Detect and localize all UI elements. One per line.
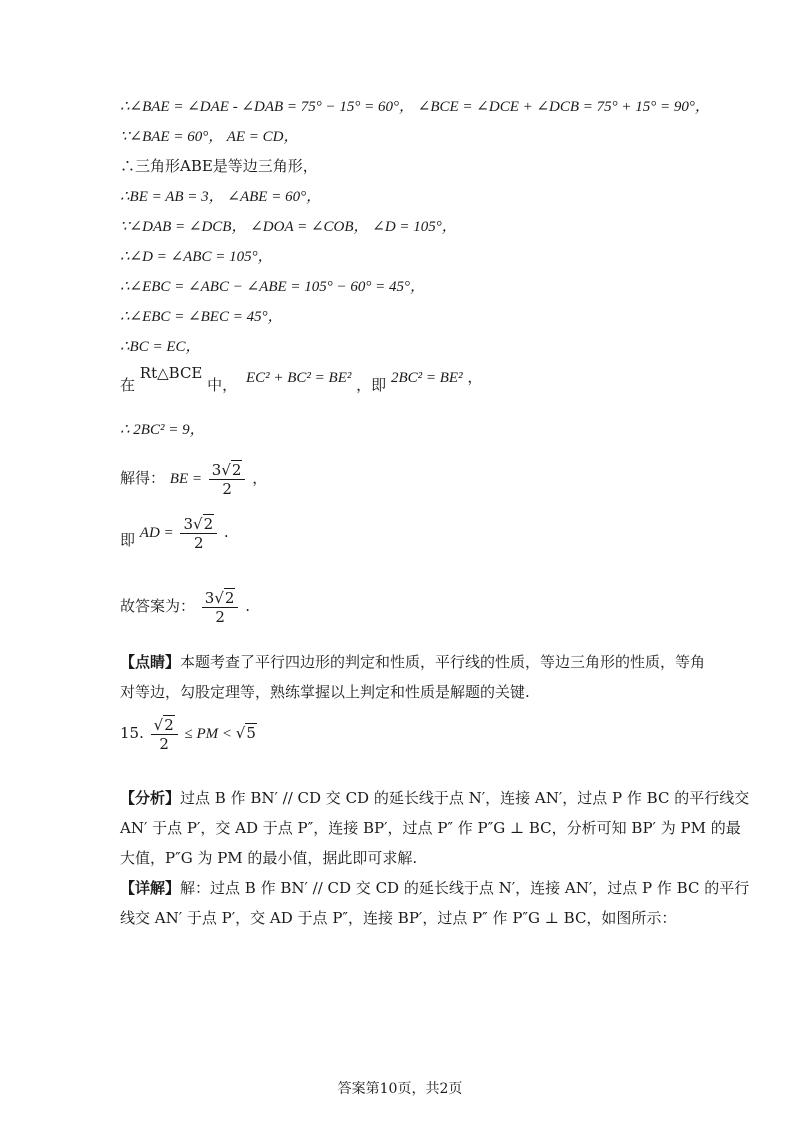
analysis-line-2: AN′ 于点 P′，交 AD 于点 P″，连接 BP′，过点 P″ 作 P″G ⊥ BC，分析可知 BP′ 为 PM 的最 — [120, 819, 741, 837]
line-13: 即 AD = $\frac{3√2}{2}$ . — [120, 514, 229, 552]
fraction-be: $\frac{3√2}{2}$ — [209, 461, 246, 498]
line-4: ∴BE = AB = 3， ∠ABE = 60°， — [120, 189, 322, 205]
line-14: 故答案为： $\frac{3√2}{2}$ . — [120, 588, 251, 626]
fraction-ad: $\frac{3√2}{2}$ — [180, 515, 217, 552]
comment-line-1: 【点睛】本题考查了平行四边形的判定和性质，平行线的性质，等边三角形的性质，等角 — [120, 653, 706, 671]
line-3: ∴三角形ABE是等边三角形， — [120, 157, 318, 175]
fraction-q15: $\frac{√2}{2}$ — [151, 716, 178, 753]
line-9: ∴BC = EC， — [120, 339, 201, 355]
detail-line-1: 【详解】解：过点 B 作 BN′ // CD 交 CD 的延长线于点 N′，连接 AN′，过点 P 作 BC 的平行 — [120, 879, 750, 897]
line-11: ∴ 2BC² = 9， — [120, 422, 205, 438]
line-5: ∵∠DAB = ∠DCB， ∠DOA = ∠COB， ∠D = 105°， — [120, 219, 457, 235]
detail-line-2: 线交 AN′ 于点 P′，交 AD 于点 P″，连接 BP′，过点 P″ 作 P″G ⊥ BC，如图所示： — [120, 909, 677, 927]
line-2: ∵∠BAE = 60°， AE = CD， — [120, 129, 299, 145]
line-8: ∴∠EBC = ∠BEC = 45°， — [120, 309, 283, 325]
comment-line-2: 对等边，勾股定理等，熟练掌握以上判定和性质是解题的关键. — [120, 683, 530, 701]
fraction-answer: $\frac{3√2}{2}$ — [202, 589, 239, 626]
analysis-line-1: 【分析】过点 B 作 BN′ // CD 交 CD 的延长线于点 N′，连接 AN′，过点 P 作 BC 的平行线交 — [120, 789, 750, 807]
line-7: ∴∠EBC = ∠ABC − ∠ABE = 105° − 60° = 45°， — [120, 279, 426, 295]
page-footer: 答案第10页，共2页 — [337, 1081, 463, 1097]
line-6: ∴∠D = ∠ABC = 105°， — [120, 249, 273, 265]
line-1: ∴∠BAE = ∠DAE - ∠DAB = 75° − 15° = 60°， ∠BCE = ∠DCE + ∠DCB = 75° + 15° = 90°， — [120, 99, 710, 115]
analysis-line-3: 大值，P″G 为 PM 的最小值，据此即可求解. — [120, 849, 418, 867]
question-15: 15. $\frac{√2}{2}$ ≤ PM < √5 — [120, 715, 256, 753]
line-10: 在 Rt△BCE 中， EC² + BC² = BE² ，即 2BC² = BE² ， — [120, 364, 483, 394]
line-12: 解得： BE = $\frac{3√2}{2}$ ， — [120, 460, 268, 498]
